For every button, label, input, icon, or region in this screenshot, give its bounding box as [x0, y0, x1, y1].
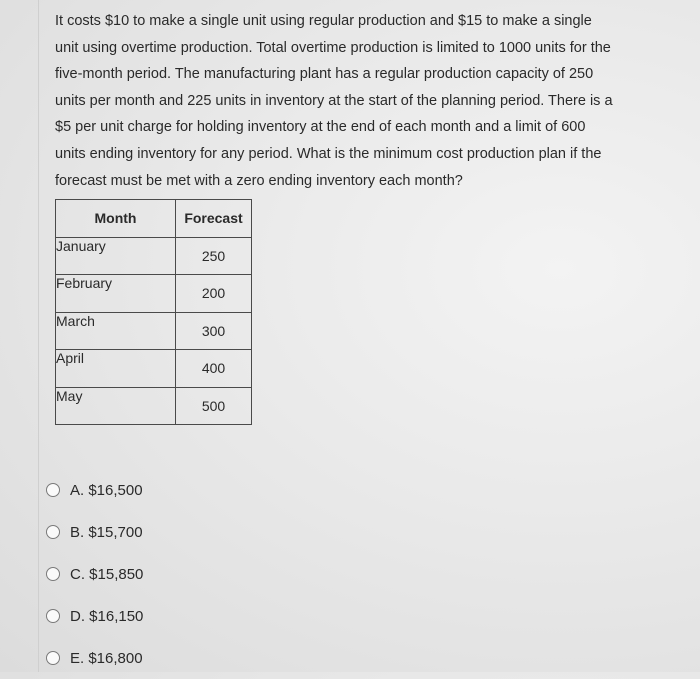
- question-line: It costs $10 to make a single unit using regular production and $15 to make a single: [55, 13, 592, 29]
- option-label: C. $15,850: [70, 565, 144, 583]
- month-column-header: Month: [56, 200, 176, 238]
- month-cell: March: [56, 312, 176, 350]
- option-label: A. $16,500: [70, 481, 143, 499]
- radio-button-icon[interactable]: [46, 483, 60, 497]
- forecast-table: [55, 199, 252, 425]
- table-row: [56, 275, 252, 313]
- question-text: [55, 8, 655, 194]
- month-cell: February: [56, 275, 176, 313]
- table-row: [56, 350, 252, 388]
- option-d[interactable]: [46, 595, 143, 637]
- option-b[interactable]: [46, 511, 143, 553]
- table-row: [56, 312, 252, 350]
- radio-button-icon[interactable]: [46, 525, 60, 539]
- table-header-row: [56, 200, 252, 238]
- month-cell: April: [56, 350, 176, 388]
- question-line: units ending inventory for any period. What is the minimum cost production plan if the: [55, 145, 602, 162]
- question-line: unit using overtime production. Total overtime production is limited to 1000 units for the: [55, 39, 611, 56]
- radio-button-icon[interactable]: [46, 651, 60, 665]
- radio-button-icon[interactable]: [46, 609, 60, 623]
- option-label: B. $15,700: [70, 523, 143, 541]
- question-line: units per month and 225 units in inventory at the start of the planning period. There is a: [55, 92, 613, 109]
- question-line: five-month period. The manufacturing plant has a regular production capacity of 250: [55, 66, 594, 83]
- question-line: forecast must be met with a zero ending inventory each month?: [55, 172, 463, 189]
- table-row: [56, 387, 252, 425]
- question-line: $5 per unit charge for holding inventory at the end of each month and a limit of 600: [55, 119, 586, 136]
- forecast-cell: 200: [176, 275, 252, 313]
- option-label: E. $16,800: [70, 649, 143, 667]
- forecast-cell: 400: [176, 350, 252, 388]
- radio-button-icon[interactable]: [46, 567, 60, 581]
- option-e[interactable]: [46, 637, 143, 679]
- option-a[interactable]: [46, 469, 143, 511]
- forecast-cell: 500: [176, 387, 252, 425]
- month-cell: May: [56, 387, 176, 425]
- table-row: [56, 237, 252, 275]
- answer-options: [46, 469, 143, 679]
- option-label: D. $16,150: [70, 607, 144, 625]
- forecast-column-header: Forecast: [176, 200, 252, 238]
- content-border: [38, 0, 39, 672]
- option-c[interactable]: [46, 553, 143, 595]
- forecast-cell: 250: [176, 237, 252, 275]
- month-cell: January: [56, 237, 176, 275]
- forecast-cell: 300: [176, 312, 252, 350]
